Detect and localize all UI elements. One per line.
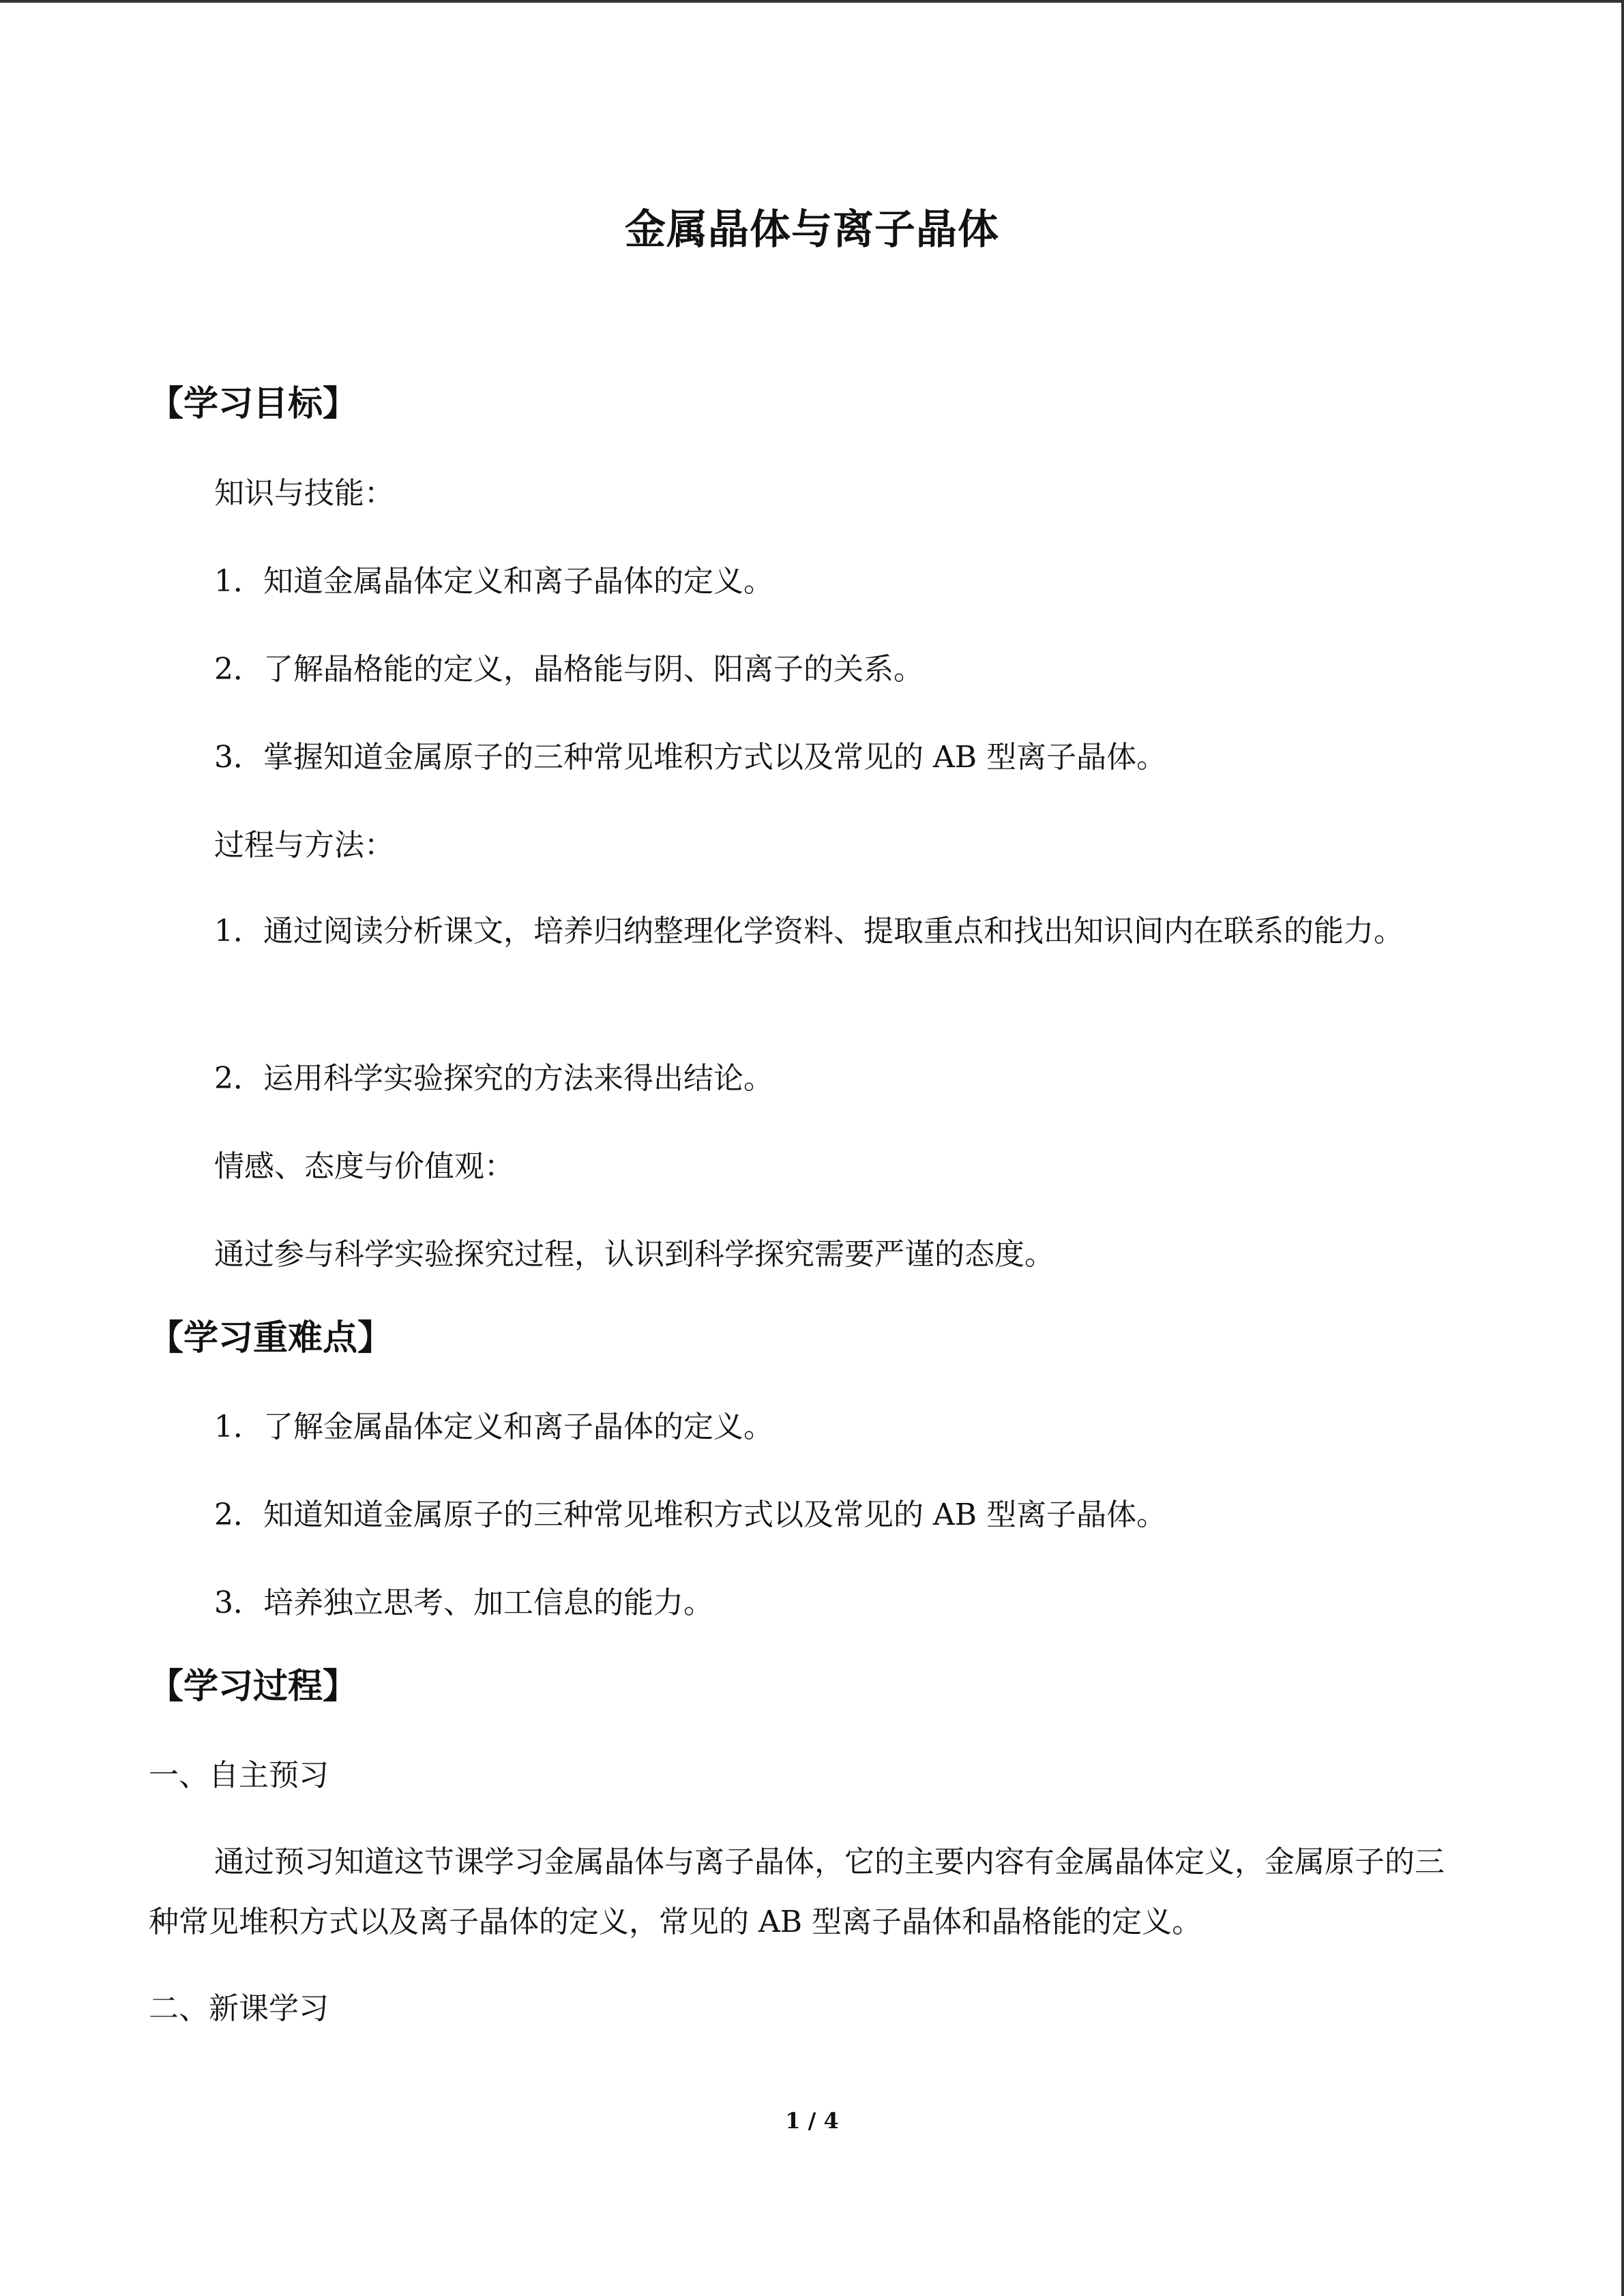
process-label: 过程与方法： [214,828,394,863]
knowledge-item-2: 2．了解晶格能的定义，晶格能与阴、阳离子的关系。 [214,652,924,687]
document-title: 金属晶体与离子晶体 [625,206,999,254]
objectives-heading: 【学习目标】 [149,384,358,424]
key-point-item-2: 2．知道知道金属原子的三种常见堆积方式以及常见的 AB 型离子晶体。 [214,1497,1167,1532]
key-point-item-1: 1．了解金属晶体定义和离子晶体的定义。 [214,1410,773,1444]
self-study-label: 一、自主预习 [149,1758,329,1793]
process-item-2: 2．运用科学实验探究的方法来得出结论。 [214,1061,773,1096]
knowledge-item-1: 1．知道金属晶体定义和离子晶体的定义。 [214,564,773,599]
page-number: 1 / 4 [785,2108,839,2134]
page-border-top [0,0,1624,3]
knowledge-item-3: 3．掌握知道金属原子的三种常见堆积方式以及常见的 AB 型离子晶体。 [214,740,1167,775]
key-points-heading: 【学习重难点】 [149,1318,393,1358]
key-point-item-3: 3．培养独立思考、加工信息的能力。 [214,1585,713,1620]
process-item-1: 1．通过阅读分析课文，培养归纳整理化学资料、提取重点和找出知识间内在联系的能力。 [214,914,1404,949]
emotion-label: 情感、态度与价值观： [214,1149,514,1184]
new-lesson-label: 二、新课学习 [149,1991,329,2026]
self-study-text: 通过预习知道这节课学习金属晶体与离子晶体，它的主要内容有金属晶体定义，金属原子的三种常见堆积方式以及离子晶体的定义，常见的 AB 型离子晶体和晶格能的定义。 [149,1845,1445,1939]
page-border-right [1621,0,1624,2296]
emotion-text: 通过参与科学实验探究过程，认识到科学探究需要严谨的态度。 [214,1237,1054,1272]
knowledge-label: 知识与技能： [214,476,394,511]
process-heading: 【学习过程】 [149,1667,358,1707]
